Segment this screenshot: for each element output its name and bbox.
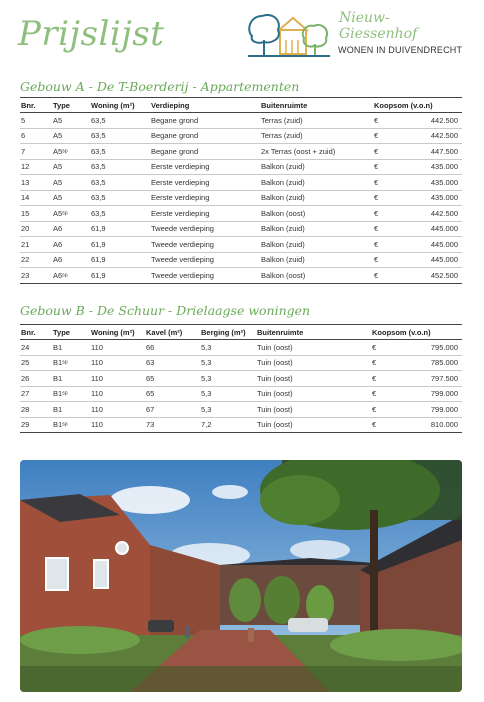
table-cell: A5 xyxy=(52,113,90,129)
table-cell: 28 xyxy=(20,402,52,418)
column-header: Buitenruimte xyxy=(256,325,368,340)
table-cell: 110 xyxy=(90,386,145,402)
price-cell: 797.500 xyxy=(408,371,462,387)
currency-cell: € xyxy=(370,175,410,191)
table-cell: A5 xyxy=(52,128,90,144)
currency-cell: € xyxy=(370,237,410,253)
currency-cell: € xyxy=(368,355,408,371)
table-cell: 5,3 xyxy=(200,355,256,371)
table-cell: A5ˢᵖ xyxy=(52,206,90,222)
section-a-title: Gebouw A - De T-Boerderij - Appartementen xyxy=(20,79,300,94)
column-header: Koopsom (v.o.n) xyxy=(370,98,462,113)
currency-cell: € xyxy=(368,340,408,356)
table-cell: Tweede verdieping xyxy=(150,237,260,253)
table-cell: Balkon (zuid) xyxy=(260,190,370,206)
price-cell: 442.500 xyxy=(410,206,462,222)
table-row xyxy=(20,340,462,356)
currency-cell: € xyxy=(370,128,410,144)
price-cell: 810.000 xyxy=(408,417,462,433)
table-cell: A5ˢᵖ xyxy=(52,144,90,160)
table-cell: 25 xyxy=(20,355,52,371)
table-cell: 27 xyxy=(20,386,52,402)
table-cell: 110 xyxy=(90,417,145,433)
table-cell: 63,5 xyxy=(90,175,150,191)
price-cell: 445.000 xyxy=(410,237,462,253)
table-cell: 21 xyxy=(20,237,52,253)
table-cell: Balkon (zuid) xyxy=(260,221,370,237)
price-cell: 447.500 xyxy=(410,144,462,160)
table-cell: Balkon (zuid) xyxy=(260,252,370,268)
table-cell: A6ˢᵖ xyxy=(52,268,90,284)
price-table-building-a xyxy=(20,97,462,284)
table-cell: 7,2 xyxy=(200,417,256,433)
table-cell: Tuin (oost) xyxy=(256,371,368,387)
table-row xyxy=(20,268,462,284)
price-cell: 435.000 xyxy=(410,190,462,206)
table-cell: 61,9 xyxy=(90,237,150,253)
price-cell: 435.000 xyxy=(410,175,462,191)
table-cell: 110 xyxy=(90,340,145,356)
table-cell: 5,3 xyxy=(200,402,256,418)
table-cell: Terras (zuid) xyxy=(260,113,370,129)
table-cell: Tuin (oost) xyxy=(256,402,368,418)
table-cell: A5 xyxy=(52,159,90,175)
table-cell: 61,9 xyxy=(90,221,150,237)
currency-cell: € xyxy=(368,371,408,387)
building-rendering-image xyxy=(20,460,462,692)
table-cell: A5 xyxy=(52,190,90,206)
table-cell: Eerste verdieping xyxy=(150,206,260,222)
price-cell: 445.000 xyxy=(410,252,462,268)
table-cell: 63,5 xyxy=(90,144,150,160)
table-cell: 65 xyxy=(145,386,200,402)
table-cell: B1 xyxy=(52,340,90,356)
table-row xyxy=(20,159,462,175)
table-cell: 73 xyxy=(145,417,200,433)
table-cell: 13 xyxy=(20,175,52,191)
logo-tagline: WONEN IN DUIVENDRECHT xyxy=(338,45,463,55)
table-cell: B1ˢᵖ xyxy=(52,355,90,371)
table-row xyxy=(20,237,462,253)
table-cell: Tweede verdieping xyxy=(150,252,260,268)
table-cell: 7 xyxy=(20,144,52,160)
section-b-title: Gebouw B - De Schuur - Drielaagse woningen xyxy=(20,303,311,318)
table-row xyxy=(20,221,462,237)
table-row xyxy=(20,371,462,387)
table-cell: 14 xyxy=(20,190,52,206)
logo-line-1: Nieuw- xyxy=(339,10,390,26)
table-cell: Balkon (oost) xyxy=(260,268,370,284)
table-cell: B1ˢᵖ xyxy=(52,417,90,433)
table-row xyxy=(20,402,462,418)
column-header: Bnr. xyxy=(20,98,52,113)
price-table-building-b xyxy=(20,324,462,433)
table-cell: 2x Terras (oost + zuid) xyxy=(260,144,370,160)
currency-cell: € xyxy=(368,417,408,433)
table-cell: Terras (zuid) xyxy=(260,128,370,144)
column-header: Type xyxy=(52,325,90,340)
table-row xyxy=(20,144,462,160)
table-cell: 5,3 xyxy=(200,340,256,356)
price-cell: 452.500 xyxy=(410,268,462,284)
currency-cell: € xyxy=(368,402,408,418)
price-cell: 442.500 xyxy=(410,128,462,144)
currency-cell: € xyxy=(370,159,410,175)
column-header: Verdieping xyxy=(150,98,260,113)
column-header: Buitenruimte xyxy=(260,98,370,113)
table-cell: Tuin (oost) xyxy=(256,386,368,402)
table-cell: B1 xyxy=(52,402,90,418)
table-cell: Balkon (zuid) xyxy=(260,159,370,175)
column-header: Woning (m²) xyxy=(90,325,145,340)
table-row xyxy=(20,206,462,222)
table-cell: Tuin (oost) xyxy=(256,355,368,371)
table-cell: 110 xyxy=(90,355,145,371)
table-cell: A6 xyxy=(52,252,90,268)
table-cell: A6 xyxy=(52,237,90,253)
table-cell: 5 xyxy=(20,113,52,129)
table-cell: Begane grond xyxy=(150,144,260,160)
price-cell: 799.000 xyxy=(408,386,462,402)
table-cell: B1 xyxy=(52,371,90,387)
table-cell: 63,5 xyxy=(90,159,150,175)
table-row xyxy=(20,386,462,402)
price-cell: 445.000 xyxy=(410,221,462,237)
table-cell: 24 xyxy=(20,340,52,356)
currency-cell: € xyxy=(370,206,410,222)
price-cell: 442.500 xyxy=(410,113,462,129)
page-title: Prijslijst xyxy=(18,14,165,54)
table-cell: Balkon (zuid) xyxy=(260,175,370,191)
table-cell: Eerste verdieping xyxy=(150,190,260,206)
table-cell: Tweede verdieping xyxy=(150,268,260,284)
table-cell: Begane grond xyxy=(150,128,260,144)
table-cell: 67 xyxy=(145,402,200,418)
table-cell: 110 xyxy=(90,371,145,387)
table-cell: Balkon (oost) xyxy=(260,206,370,222)
table-cell: 23 xyxy=(20,268,52,284)
column-header: Type xyxy=(52,98,90,113)
table-cell: 12 xyxy=(20,159,52,175)
table-cell: 63,5 xyxy=(90,113,150,129)
logo xyxy=(246,8,476,60)
currency-cell: € xyxy=(370,221,410,237)
table-row xyxy=(20,128,462,144)
currency-cell: € xyxy=(370,252,410,268)
table-cell: 20 xyxy=(20,221,52,237)
table-row xyxy=(20,113,462,129)
table-row xyxy=(20,190,462,206)
price-cell: 435.000 xyxy=(410,159,462,175)
table-cell: Begane grond xyxy=(150,113,260,129)
table-cell: 63,5 xyxy=(90,206,150,222)
table-cell: 63,5 xyxy=(90,128,150,144)
table-cell: Tweede verdieping xyxy=(150,221,260,237)
column-header: Bnr. xyxy=(20,325,52,340)
logo-line-2: Giessenhof xyxy=(339,26,418,42)
table-cell: 15 xyxy=(20,206,52,222)
table-cell: B1ˢᵖ xyxy=(52,386,90,402)
table-cell: 5,3 xyxy=(200,386,256,402)
column-header: Koopsom (v.o.n) xyxy=(368,325,462,340)
currency-cell: € xyxy=(370,268,410,284)
table-cell: A6 xyxy=(52,221,90,237)
column-header: Kavel (m²) xyxy=(145,325,200,340)
table-cell: Eerste verdieping xyxy=(150,175,260,191)
price-cell: 795.000 xyxy=(408,340,462,356)
table-cell: Balkon (zuid) xyxy=(260,237,370,253)
table-cell: 5,3 xyxy=(200,371,256,387)
price-cell: 799.000 xyxy=(408,402,462,418)
table-cell: Tuin (oost) xyxy=(256,417,368,433)
table-cell: 66 xyxy=(145,340,200,356)
table-cell: 22 xyxy=(20,252,52,268)
table-cell: 61,9 xyxy=(90,252,150,268)
price-cell: 785.000 xyxy=(408,355,462,371)
table-row xyxy=(20,355,462,371)
table-cell: Tuin (oost) xyxy=(256,340,368,356)
currency-cell: € xyxy=(370,113,410,129)
currency-cell: € xyxy=(370,190,410,206)
table-row xyxy=(20,252,462,268)
table-cell: 65 xyxy=(145,371,200,387)
table-cell: 61,9 xyxy=(90,268,150,284)
table-cell: 110 xyxy=(90,402,145,418)
column-header: Berging (m²) xyxy=(200,325,256,340)
table-cell: Eerste verdieping xyxy=(150,159,260,175)
table-cell: 6 xyxy=(20,128,52,144)
table-row xyxy=(20,417,462,433)
table-row xyxy=(20,175,462,191)
currency-cell: € xyxy=(368,386,408,402)
table-cell: 26 xyxy=(20,371,52,387)
column-header: Woning (m²) xyxy=(90,98,150,113)
table-cell: 63 xyxy=(145,355,200,371)
table-cell: A5 xyxy=(52,175,90,191)
table-cell: 63,5 xyxy=(90,190,150,206)
table-cell: 29 xyxy=(20,417,52,433)
trees-house-logo-icon xyxy=(246,10,332,58)
currency-cell: € xyxy=(370,144,410,160)
